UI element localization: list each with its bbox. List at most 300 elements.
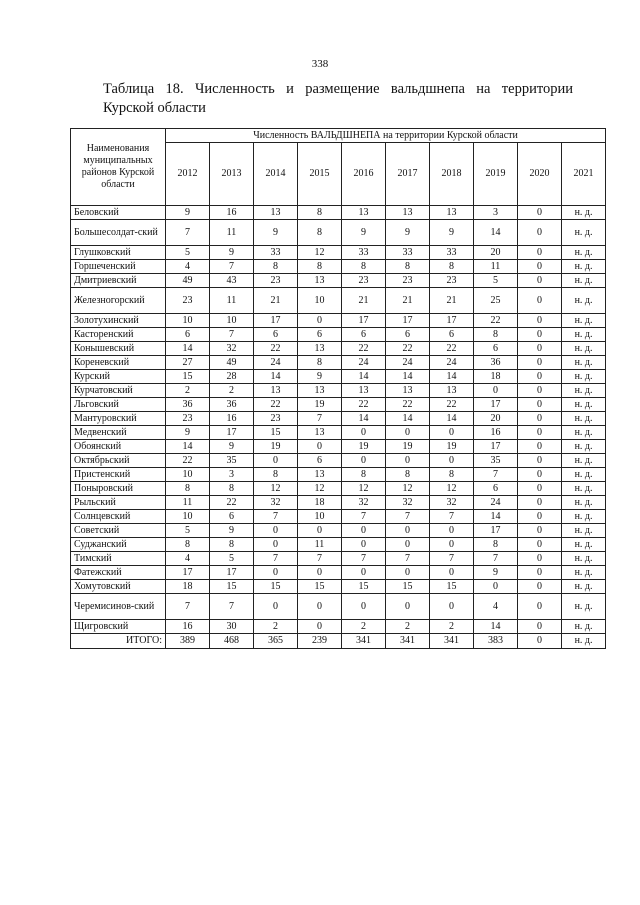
- table-body: [71, 206, 606, 649]
- count-cell: 9: [342, 220, 386, 246]
- count-cell: 0: [518, 510, 562, 524]
- count-cell: 13: [298, 468, 342, 482]
- count-cell: 18: [298, 496, 342, 510]
- count-cell: 0: [386, 538, 430, 552]
- header-span: Численность ВАЛЬДШНЕПА на территории Курской области: [166, 129, 606, 143]
- count-cell: 13: [342, 384, 386, 398]
- district-name: Октябрьский: [71, 454, 166, 468]
- count-cell: 27: [166, 356, 210, 370]
- total-cell: 341: [386, 634, 430, 649]
- count-cell: 13: [298, 384, 342, 398]
- count-cell: 0: [254, 594, 298, 620]
- count-cell: 36: [166, 398, 210, 412]
- total-cell: н. д.: [562, 634, 606, 649]
- district-name: Суджанский: [71, 538, 166, 552]
- table-row: [71, 620, 606, 634]
- count-cell: 19: [386, 440, 430, 454]
- count-cell: н. д.: [562, 496, 606, 510]
- table-row: [71, 384, 606, 398]
- district-name: Курчатовский: [71, 384, 166, 398]
- district-name: Хомутовский: [71, 580, 166, 594]
- table-row: [71, 206, 606, 220]
- count-cell: 0: [518, 426, 562, 440]
- count-cell: 0: [474, 384, 518, 398]
- year-header: 2014: [254, 143, 298, 206]
- table-caption: Таблица 18. Численность и размещение вальдшнепа на территории Курской области: [103, 81, 573, 116]
- table-row: [71, 510, 606, 524]
- count-cell: 13: [298, 426, 342, 440]
- count-cell: 5: [210, 552, 254, 566]
- district-name: Солнцевский: [71, 510, 166, 524]
- count-cell: 17: [386, 314, 430, 328]
- count-cell: 9: [254, 220, 298, 246]
- count-cell: 14: [430, 370, 474, 384]
- count-cell: 0: [298, 620, 342, 634]
- count-cell: 16: [210, 412, 254, 426]
- count-cell: 0: [518, 342, 562, 356]
- count-cell: 7: [254, 510, 298, 524]
- district-name: Конышевский: [71, 342, 166, 356]
- count-cell: н. д.: [562, 274, 606, 288]
- count-cell: 6: [254, 328, 298, 342]
- count-cell: 13: [298, 274, 342, 288]
- count-cell: 0: [254, 524, 298, 538]
- header-name: Наименования муниципальных районов Курской области: [71, 129, 166, 206]
- count-cell: 9: [430, 220, 474, 246]
- count-cell: 20: [474, 412, 518, 426]
- count-cell: 13: [430, 384, 474, 398]
- count-cell: 8: [298, 206, 342, 220]
- count-cell: 2: [386, 620, 430, 634]
- count-cell: 0: [342, 538, 386, 552]
- total-cell: 389: [166, 634, 210, 649]
- count-cell: 3: [210, 468, 254, 482]
- count-cell: н. д.: [562, 412, 606, 426]
- count-cell: 0: [386, 426, 430, 440]
- count-cell: 7: [298, 412, 342, 426]
- count-cell: 13: [254, 384, 298, 398]
- count-cell: н. д.: [562, 594, 606, 620]
- page-number: 338: [311, 58, 329, 70]
- count-cell: 22: [254, 342, 298, 356]
- count-cell: 15: [430, 580, 474, 594]
- count-cell: 21: [430, 288, 474, 314]
- count-cell: н. д.: [562, 468, 606, 482]
- count-cell: 0: [254, 454, 298, 468]
- count-cell: 22: [210, 496, 254, 510]
- count-cell: 8: [298, 356, 342, 370]
- count-cell: 15: [166, 370, 210, 384]
- count-cell: 0: [298, 566, 342, 580]
- count-cell: 0: [518, 288, 562, 314]
- count-cell: 36: [474, 356, 518, 370]
- year-header: 2012: [166, 143, 210, 206]
- count-cell: 21: [386, 288, 430, 314]
- count-cell: 13: [254, 206, 298, 220]
- count-cell: 22: [474, 314, 518, 328]
- count-cell: 15: [342, 580, 386, 594]
- count-cell: 8: [210, 538, 254, 552]
- count-cell: 0: [298, 524, 342, 538]
- count-cell: н. д.: [562, 328, 606, 342]
- count-cell: 33: [254, 246, 298, 260]
- year-header: 2018: [430, 143, 474, 206]
- count-cell: 6: [210, 510, 254, 524]
- count-cell: 23: [386, 274, 430, 288]
- count-cell: 4: [474, 594, 518, 620]
- count-cell: 2: [166, 384, 210, 398]
- woodcock-table: [70, 128, 606, 649]
- count-cell: 14: [386, 412, 430, 426]
- count-cell: 7: [342, 552, 386, 566]
- count-cell: 8: [254, 468, 298, 482]
- count-cell: 17: [254, 314, 298, 328]
- count-cell: 19: [298, 398, 342, 412]
- count-cell: 32: [210, 342, 254, 356]
- count-cell: 5: [166, 246, 210, 260]
- count-cell: 6: [386, 328, 430, 342]
- count-cell: 22: [430, 398, 474, 412]
- count-cell: 32: [254, 496, 298, 510]
- table-row: [71, 288, 606, 314]
- count-cell: 2: [210, 384, 254, 398]
- count-cell: 24: [254, 356, 298, 370]
- count-cell: 3: [474, 206, 518, 220]
- count-cell: 9: [386, 220, 430, 246]
- count-cell: 9: [210, 246, 254, 260]
- count-cell: 14: [474, 620, 518, 634]
- count-cell: 0: [518, 314, 562, 328]
- year-header: 2020: [518, 143, 562, 206]
- count-cell: 11: [474, 260, 518, 274]
- count-cell: 12: [298, 482, 342, 496]
- count-cell: 0: [518, 468, 562, 482]
- count-cell: 2: [254, 620, 298, 634]
- count-cell: 12: [254, 482, 298, 496]
- count-cell: 0: [342, 454, 386, 468]
- district-name: Касторенский: [71, 328, 166, 342]
- count-cell: н. д.: [562, 206, 606, 220]
- count-cell: 0: [430, 538, 474, 552]
- table-row: [71, 314, 606, 328]
- table-row: [71, 468, 606, 482]
- count-cell: 0: [430, 566, 474, 580]
- count-cell: 0: [518, 384, 562, 398]
- count-cell: 7: [166, 594, 210, 620]
- table-row: [71, 274, 606, 288]
- total-cell: 365: [254, 634, 298, 649]
- count-cell: н. д.: [562, 220, 606, 246]
- count-cell: 15: [254, 426, 298, 440]
- count-cell: 0: [386, 566, 430, 580]
- count-cell: 0: [298, 314, 342, 328]
- count-cell: 11: [166, 496, 210, 510]
- count-cell: 12: [298, 246, 342, 260]
- count-cell: 49: [166, 274, 210, 288]
- count-cell: 7: [210, 260, 254, 274]
- count-cell: 21: [254, 288, 298, 314]
- district-name: Тимский: [71, 552, 166, 566]
- district-name: Курский: [71, 370, 166, 384]
- count-cell: 0: [518, 370, 562, 384]
- district-name: Дмитриевский: [71, 274, 166, 288]
- count-cell: 0: [518, 524, 562, 538]
- count-cell: н. д.: [562, 314, 606, 328]
- count-cell: 10: [298, 288, 342, 314]
- table-row: [71, 398, 606, 412]
- count-cell: 14: [474, 510, 518, 524]
- count-cell: 49: [210, 356, 254, 370]
- count-cell: 8: [254, 260, 298, 274]
- count-cell: н. д.: [562, 524, 606, 538]
- count-cell: н. д.: [562, 510, 606, 524]
- count-cell: 4: [166, 552, 210, 566]
- count-cell: 0: [518, 440, 562, 454]
- count-cell: 10: [166, 468, 210, 482]
- count-cell: 0: [430, 524, 474, 538]
- count-cell: 10: [166, 314, 210, 328]
- count-cell: 0: [518, 482, 562, 496]
- count-cell: 9: [474, 566, 518, 580]
- count-cell: 0: [518, 566, 562, 580]
- count-cell: 14: [166, 440, 210, 454]
- table-row: [71, 412, 606, 426]
- count-cell: н. д.: [562, 440, 606, 454]
- total-cell: 0: [518, 634, 562, 649]
- table-row: [71, 524, 606, 538]
- count-cell: 0: [386, 594, 430, 620]
- count-cell: 32: [386, 496, 430, 510]
- year-header: 2015: [298, 143, 342, 206]
- count-cell: н. д.: [562, 482, 606, 496]
- count-cell: 11: [210, 288, 254, 314]
- count-cell: 12: [386, 482, 430, 496]
- count-cell: 0: [518, 260, 562, 274]
- year-header: 2019: [474, 143, 518, 206]
- district-name: Советский: [71, 524, 166, 538]
- count-cell: 13: [386, 206, 430, 220]
- count-cell: 6: [298, 454, 342, 468]
- count-cell: 24: [386, 356, 430, 370]
- count-cell: 7: [474, 552, 518, 566]
- count-cell: 36: [210, 398, 254, 412]
- count-cell: н. д.: [562, 454, 606, 468]
- count-cell: 8: [430, 468, 474, 482]
- count-cell: 23: [430, 274, 474, 288]
- district-name: Рыльский: [71, 496, 166, 510]
- count-cell: н. д.: [562, 620, 606, 634]
- count-cell: 8: [386, 260, 430, 274]
- table-row: [71, 552, 606, 566]
- district-name: Льговский: [71, 398, 166, 412]
- count-cell: 8: [298, 220, 342, 246]
- count-cell: 23: [166, 412, 210, 426]
- count-cell: 33: [386, 246, 430, 260]
- count-cell: 20: [474, 246, 518, 260]
- count-cell: 22: [386, 398, 430, 412]
- count-cell: 25: [474, 288, 518, 314]
- district-name: Золотухинский: [71, 314, 166, 328]
- count-cell: 9: [166, 206, 210, 220]
- district-name: Горшеченский: [71, 260, 166, 274]
- count-cell: 0: [342, 594, 386, 620]
- count-cell: 7: [386, 510, 430, 524]
- count-cell: 17: [342, 314, 386, 328]
- count-cell: 19: [430, 440, 474, 454]
- count-cell: н. д.: [562, 538, 606, 552]
- count-cell: н. д.: [562, 342, 606, 356]
- count-cell: 19: [254, 440, 298, 454]
- count-cell: 6: [430, 328, 474, 342]
- count-cell: 0: [518, 206, 562, 220]
- count-cell: 14: [430, 412, 474, 426]
- total-cell: 468: [210, 634, 254, 649]
- count-cell: 0: [430, 594, 474, 620]
- count-cell: 0: [518, 412, 562, 426]
- district-name: Большесолдат-ский: [71, 220, 166, 246]
- count-cell: н. д.: [562, 260, 606, 274]
- district-name: Беловский: [71, 206, 166, 220]
- year-header: 2017: [386, 143, 430, 206]
- district-name: Черемисинов-ский: [71, 594, 166, 620]
- count-cell: 22: [342, 342, 386, 356]
- count-cell: 8: [210, 482, 254, 496]
- district-name: Щигровский: [71, 620, 166, 634]
- count-cell: 8: [166, 482, 210, 496]
- count-cell: 16: [474, 426, 518, 440]
- count-cell: 0: [342, 566, 386, 580]
- count-cell: 6: [298, 328, 342, 342]
- count-cell: 7: [298, 552, 342, 566]
- count-cell: 9: [166, 426, 210, 440]
- year-header: 2013: [210, 143, 254, 206]
- table-row: [71, 454, 606, 468]
- count-cell: н. д.: [562, 384, 606, 398]
- count-cell: 8: [298, 260, 342, 274]
- count-cell: 17: [210, 566, 254, 580]
- count-cell: 13: [430, 206, 474, 220]
- table-row: [71, 426, 606, 440]
- count-cell: 0: [518, 594, 562, 620]
- count-cell: 7: [342, 510, 386, 524]
- district-name: Поныровский: [71, 482, 166, 496]
- count-cell: 22: [254, 398, 298, 412]
- count-cell: 0: [342, 524, 386, 538]
- count-cell: н. д.: [562, 356, 606, 370]
- count-cell: н. д.: [562, 288, 606, 314]
- count-cell: 17: [474, 398, 518, 412]
- count-cell: 7: [254, 552, 298, 566]
- total-cell: 341: [430, 634, 474, 649]
- count-cell: 2: [430, 620, 474, 634]
- district-name: Фатежский: [71, 566, 166, 580]
- table-row: [71, 440, 606, 454]
- table-row: [71, 220, 606, 246]
- count-cell: 7: [166, 220, 210, 246]
- table-row: [71, 260, 606, 274]
- count-cell: 8: [342, 468, 386, 482]
- total-cell: 239: [298, 634, 342, 649]
- count-cell: 10: [210, 314, 254, 328]
- count-cell: 13: [298, 342, 342, 356]
- count-cell: 21: [342, 288, 386, 314]
- count-cell: 6: [166, 328, 210, 342]
- count-cell: 0: [518, 398, 562, 412]
- count-cell: 18: [166, 580, 210, 594]
- count-cell: 0: [518, 274, 562, 288]
- count-cell: 8: [430, 260, 474, 274]
- count-cell: 0: [254, 538, 298, 552]
- count-cell: 23: [342, 274, 386, 288]
- count-cell: 11: [210, 220, 254, 246]
- count-cell: 14: [342, 412, 386, 426]
- count-cell: 8: [342, 260, 386, 274]
- count-cell: н. д.: [562, 398, 606, 412]
- district-name: Пристенский: [71, 468, 166, 482]
- district-name: Глушковский: [71, 246, 166, 260]
- count-cell: 19: [342, 440, 386, 454]
- count-cell: 5: [474, 274, 518, 288]
- count-cell: 24: [474, 496, 518, 510]
- count-cell: 35: [474, 454, 518, 468]
- count-cell: 0: [430, 426, 474, 440]
- count-cell: 22: [342, 398, 386, 412]
- count-cell: 0: [518, 580, 562, 594]
- count-cell: 7: [430, 552, 474, 566]
- count-cell: 35: [210, 454, 254, 468]
- count-cell: 0: [430, 454, 474, 468]
- count-cell: 13: [386, 384, 430, 398]
- count-cell: 9: [210, 440, 254, 454]
- table-row: [71, 342, 606, 356]
- count-cell: 6: [342, 328, 386, 342]
- count-cell: 0: [518, 620, 562, 634]
- year-header: 2016: [342, 143, 386, 206]
- count-cell: 4: [166, 260, 210, 274]
- count-cell: 9: [210, 524, 254, 538]
- count-cell: 17: [474, 524, 518, 538]
- count-cell: 0: [386, 524, 430, 538]
- count-cell: 24: [342, 356, 386, 370]
- count-cell: 0: [254, 566, 298, 580]
- count-cell: 30: [210, 620, 254, 634]
- count-cell: 22: [166, 454, 210, 468]
- count-cell: 0: [518, 538, 562, 552]
- district-name: Обоянский: [71, 440, 166, 454]
- count-cell: н. д.: [562, 370, 606, 384]
- district-name: Мантуровский: [71, 412, 166, 426]
- count-cell: 8: [474, 328, 518, 342]
- count-cell: 0: [298, 594, 342, 620]
- count-cell: 18: [474, 370, 518, 384]
- count-cell: 32: [342, 496, 386, 510]
- table-row: [71, 538, 606, 552]
- count-cell: 12: [342, 482, 386, 496]
- count-cell: 15: [386, 580, 430, 594]
- count-cell: 23: [254, 412, 298, 426]
- count-cell: 16: [210, 206, 254, 220]
- count-cell: 22: [386, 342, 430, 356]
- count-cell: 0: [518, 356, 562, 370]
- count-cell: 33: [342, 246, 386, 260]
- count-cell: 7: [430, 510, 474, 524]
- count-cell: 15: [210, 580, 254, 594]
- count-cell: 6: [474, 342, 518, 356]
- count-cell: 15: [254, 580, 298, 594]
- count-cell: 7: [474, 468, 518, 482]
- table-row: [71, 566, 606, 580]
- count-cell: 14: [474, 220, 518, 246]
